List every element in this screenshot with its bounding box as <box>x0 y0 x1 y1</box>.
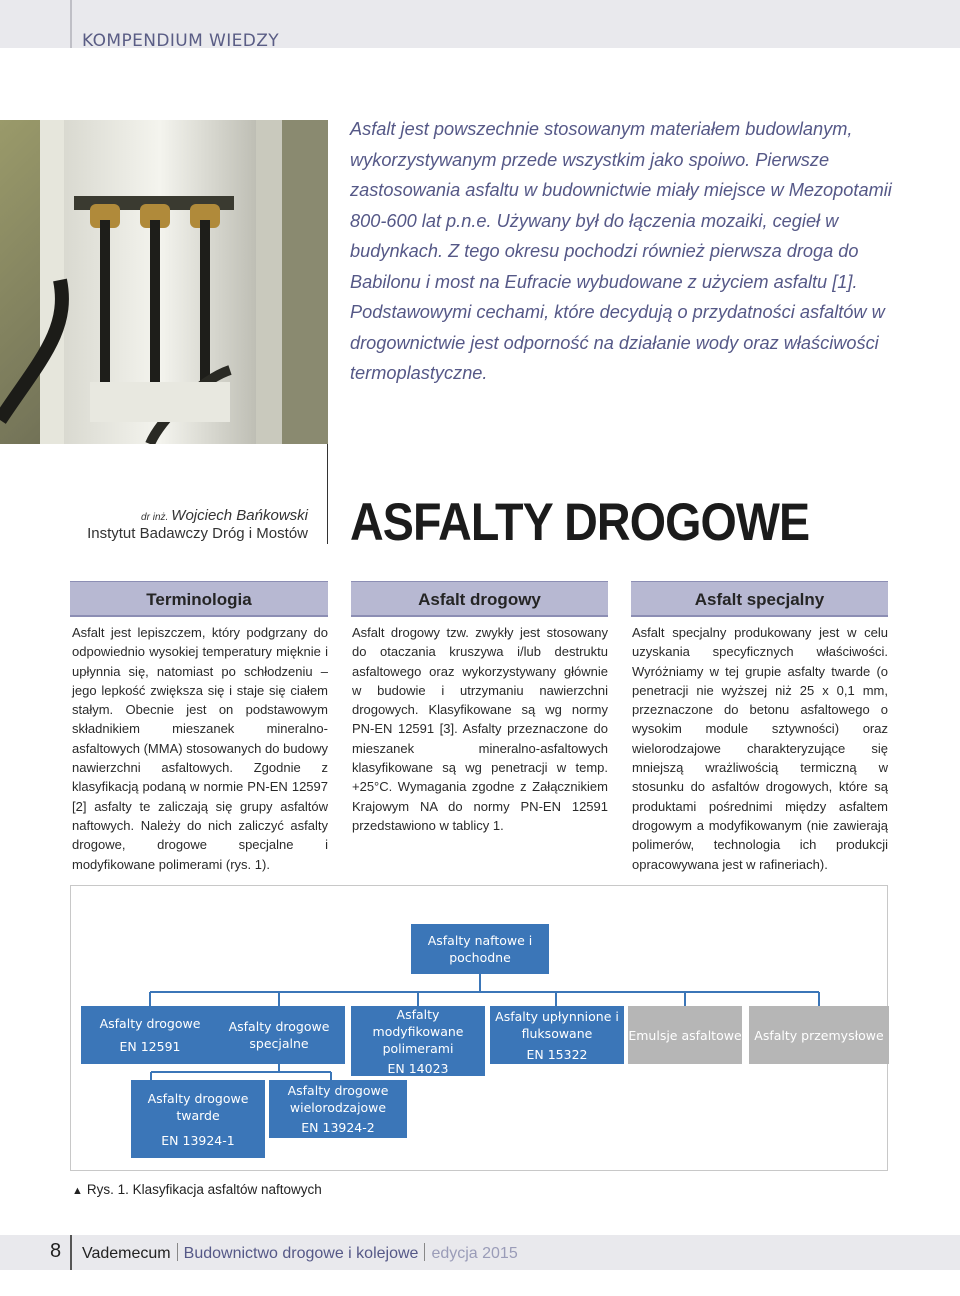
caption-text: Rys. 1. Klasyfikacja asfaltów naftowych <box>86 1182 322 1197</box>
diagram-node-polymer-modified <box>351 1006 485 1076</box>
diagram-node-label: Asfalty upłynnione i fluksowane <box>495 1008 619 1041</box>
footer-rule <box>70 1235 72 1270</box>
page-number: 8 <box>50 1240 62 1262</box>
photo-rule <box>327 444 328 544</box>
footer-series: Budownictwo drogowe i kolejowe <box>183 1245 419 1262</box>
diagram-node-industrial <box>749 1006 889 1064</box>
author-title: dr inż. <box>141 512 169 523</box>
diagram-node-label: Asfalty drogowe wielorodzajowe <box>287 1083 389 1115</box>
diagram-node-label: Asfalty drogowe specjalne <box>228 1019 330 1051</box>
diagram-root-node <box>411 924 549 974</box>
author-name-line <box>87 507 308 524</box>
footer-separator <box>424 1243 425 1261</box>
diagram-node-hard-road-asphalt <box>131 1080 265 1158</box>
column-heading-road-asphalt: Asfalt drogowy <box>351 581 608 617</box>
diagram-root-label: Asfalty naftowe i pochodne <box>427 933 533 965</box>
author-name: Wojciech Bańkowski <box>171 507 308 524</box>
column-heading-terminology: Terminologia <box>70 581 328 617</box>
diagram-node-norm: EN 14023 <box>387 1060 449 1076</box>
lead-paragraph: Asfalt jest powszechnie stosowanym materiałem budowlanym, wykorzystywanym przede wszystkim jako spoiwo. Pierwsze zastosowania asfaltu w budownictwie miały miejsce w Mezopotamii 800-600 lat p.n.e. Używany był do łączenia mozaiki, cegieł w budynkach. Z tego okresu pochodzi również pierwsza droga do Babilonu i most na Eufracie wybudowane z użyciem asfaltu [1]. Podstawowymi cechami, które decydują o przydatności asfaltów w drogownictwie jest odporność na działanie wody oraz właściwości termoplastyczne. <box>350 119 892 383</box>
diagram-node-norm: EN 13924-1 <box>161 1132 235 1148</box>
classification-diagram <box>70 885 888 1171</box>
diagram-node-label: Emulsje asfaltowe <box>628 1027 742 1043</box>
column-heading-special-asphalt: Asfalt specjalny <box>631 581 888 617</box>
diagram-node-emulsions <box>628 1006 742 1064</box>
diagram-node-label: Asfalty drogowe twarde <box>147 1090 249 1123</box>
footer-publication: Vademecum <box>82 1245 171 1262</box>
author-block <box>87 507 308 542</box>
article-title: ASFALTY DROGOWE <box>350 493 810 552</box>
footer-text <box>82 1243 518 1263</box>
column-text-terminology: Asfalt jest lepiszczem, który podgrzany do odpowiednio wysokiej temperatury mięknie i upłynnia się, natomiast po schłodzeniu – jego lepkość zwiększa się i staje się ciałem stałym. Obecnie jest on podstawowym składnikiem mieszanek mineralno-asfaltowych (MMA) stosowanych do budowy nawierzchni asfaltowych. Zgodnie z klasyfikacją podaną w normie PN-EN 12597 [2] asfalty te zaliczają się grupy asfaltów naftowych. Należy do nich zaliczyć asfalty drogowe, drogowe specjalne i modyfikowane polimerami (rys. 1). <box>72 625 328 872</box>
diagram-node-special-road-asphalt <box>213 1006 345 1064</box>
diagram-node-road-asphalt <box>81 1006 219 1064</box>
header-rule <box>70 0 72 48</box>
diagram-node-label: Asfalty modyfikowane polimerami <box>372 1006 464 1056</box>
diagram-node-norm: EN 13924-2 <box>301 1120 375 1135</box>
diagram-node-norm: EN 15322 <box>526 1046 588 1062</box>
column-text-special-asphalt: Asfalt specjalny produkowany jest w celu uzyskania specyficznych właściwości. Wyróżniamy w tej grupie asfalty twarde (o penetracji nie wyższej niż 25 x 0,1 mm, przeznaczone do betonu asfaltowego o wysokim module sztywności) oraz wielorodzajowe charakteryzujące się mniejszą wrażliwością termiczną w stosunku do asfaltów drogowych, które są produktami pośrednimi między asfaltem drogowym a modyfikowanym (nie zawierają polimerów, technologia ich produkcji opracowywana jest w rafineriach). <box>632 625 888 872</box>
article-photo <box>0 120 328 444</box>
author-affiliation: Instytut Badawczy Dróg i Mostów <box>87 525 308 542</box>
footer-separator <box>177 1243 178 1261</box>
diagram-node-norm: EN 12591 <box>119 1039 181 1054</box>
diagram-node-label: Asfalty przemysłowe <box>754 1027 884 1043</box>
caption-marker-icon: ▲ <box>72 1185 83 1197</box>
footer-edition: edycja 2015 <box>431 1245 518 1262</box>
diagram-node-label: Asfalty drogowe <box>99 1016 201 1031</box>
figure-caption <box>72 1182 322 1197</box>
diagram-node-multigrade-road-asphalt <box>269 1080 407 1138</box>
column-text-road-asphalt: Asfalt drogowy tzw. zwykły jest stosowany do otaczania kruszywa i/lub destruktu asfaltowego oraz wykorzystywany głównie w budowie i utrzymaniu nawierzchni drogowych. Klasyfikowane są wg normy PN-EN 12591 [3]. Asfalty przeznaczone do mieszanek mineralno-asfaltowych klasyfikowane są wg penetracji w temp. +25°C. Wymagania zgodne z Załącznikiem Krajowym NA do normy PN-EN 12591 przedstawiono w tablicy 1. <box>352 625 608 833</box>
section-label: KOMPENDIUM WIEDZY <box>82 31 280 51</box>
diagram-node-cutback-fluxed <box>490 1006 624 1064</box>
